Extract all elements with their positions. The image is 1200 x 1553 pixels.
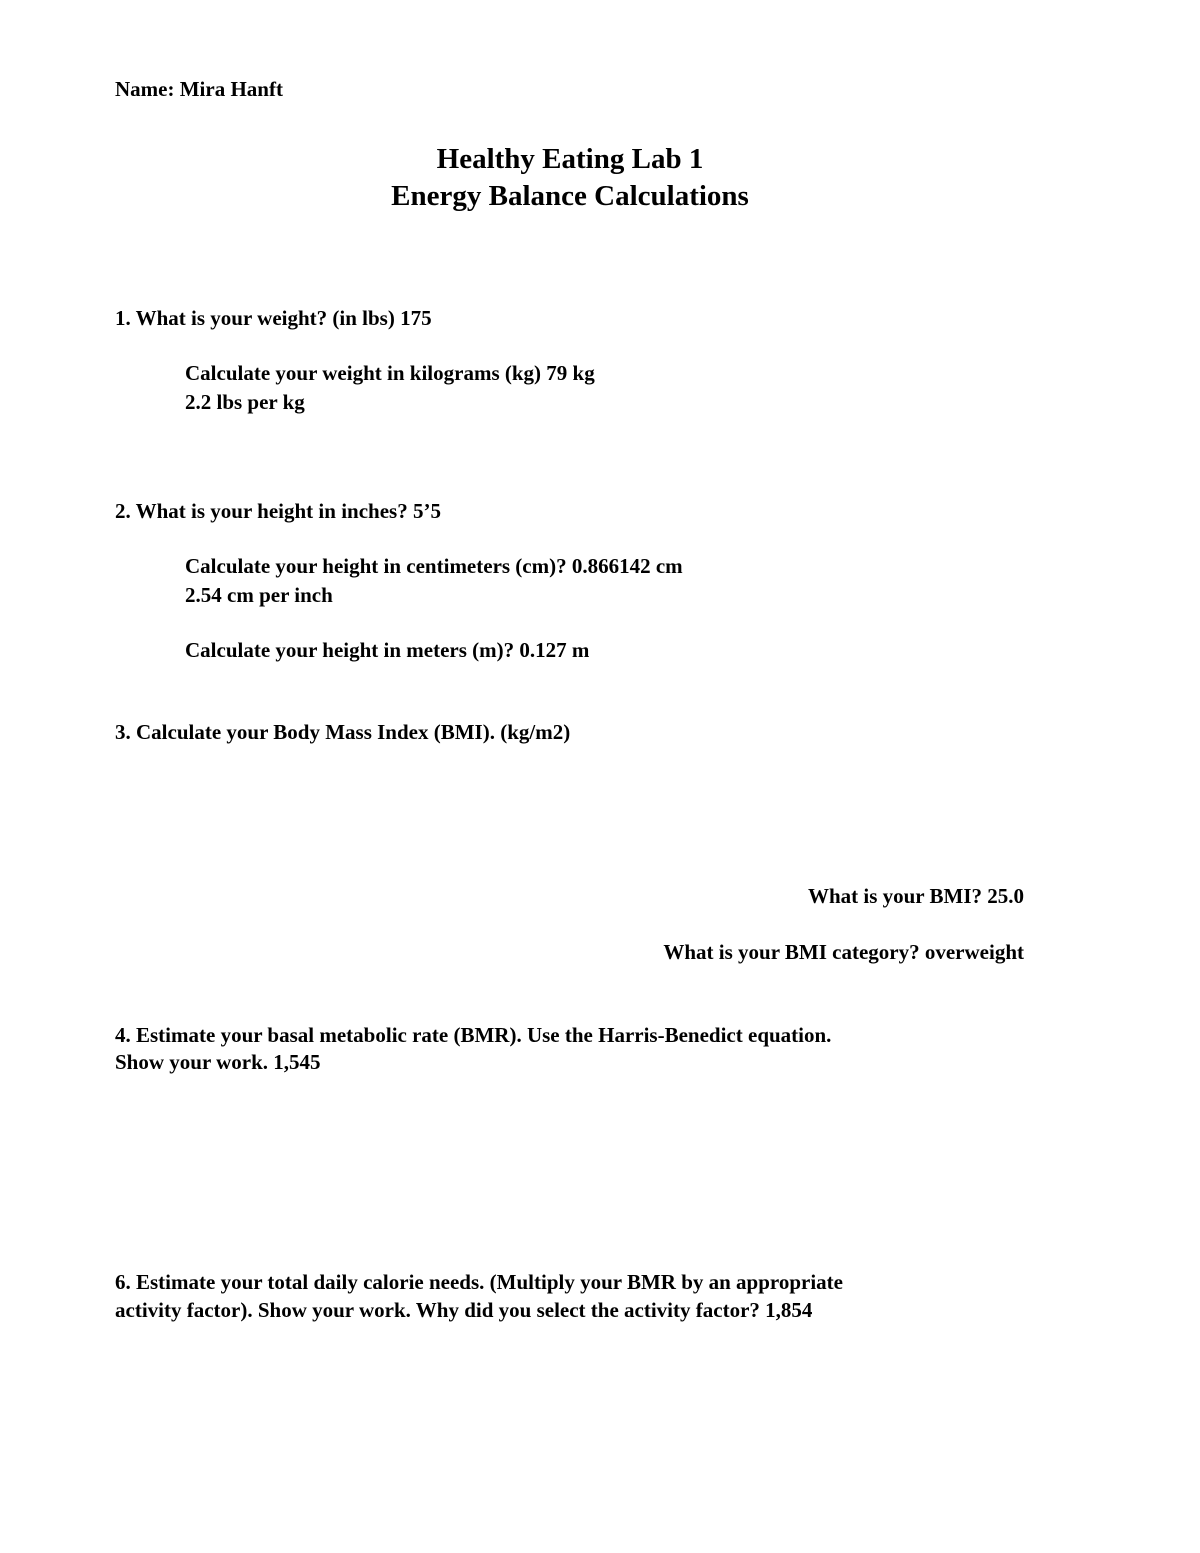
question-4-line-1: 4. Estimate your basal metabolic rate (BMR). Use the Harris-Benedict equation. xyxy=(115,1023,832,1047)
question-1: 1. What is your weight? (in lbs) 175 xyxy=(115,306,432,330)
question-2: 2. What is your height in inches? 5’5 xyxy=(115,499,441,523)
question-1-kg-answer: Calculate your weight in kilograms (kg) 79 kg xyxy=(185,361,595,385)
question-3: 3. Calculate your Body Mass Index (BMI). (kg/m2) xyxy=(115,720,571,744)
question-2-cm-answer: Calculate your height in centimeters (cm)? 0.866142 cm xyxy=(185,554,683,578)
question-2-conversion-note: 2.54 cm per inch xyxy=(185,583,333,607)
question-6-line-1: 6. Estimate your total daily calorie needs. (Multiply your BMR by an appropriate xyxy=(115,1270,843,1294)
bmi-value: What is your BMI? 25.0 xyxy=(807,884,1024,908)
student-name: Name: Mira Hanft xyxy=(115,77,283,101)
question-1-conversion-note: 2.2 lbs per kg xyxy=(185,390,305,414)
bmi-category: What is your BMI category? overweight xyxy=(663,940,1024,964)
question-4-line-2: Show your work. 1,545 xyxy=(115,1050,321,1074)
question-6-line-2: activity factor). Show your work. Why did you select the activity factor? 1,854 xyxy=(115,1298,813,1322)
document-title: Healthy Eating Lab 1 xyxy=(436,143,704,175)
document-subtitle: Energy Balance Calculations xyxy=(391,180,749,212)
question-2-m-answer: Calculate your height in meters (m)? 0.127 m xyxy=(185,638,590,662)
